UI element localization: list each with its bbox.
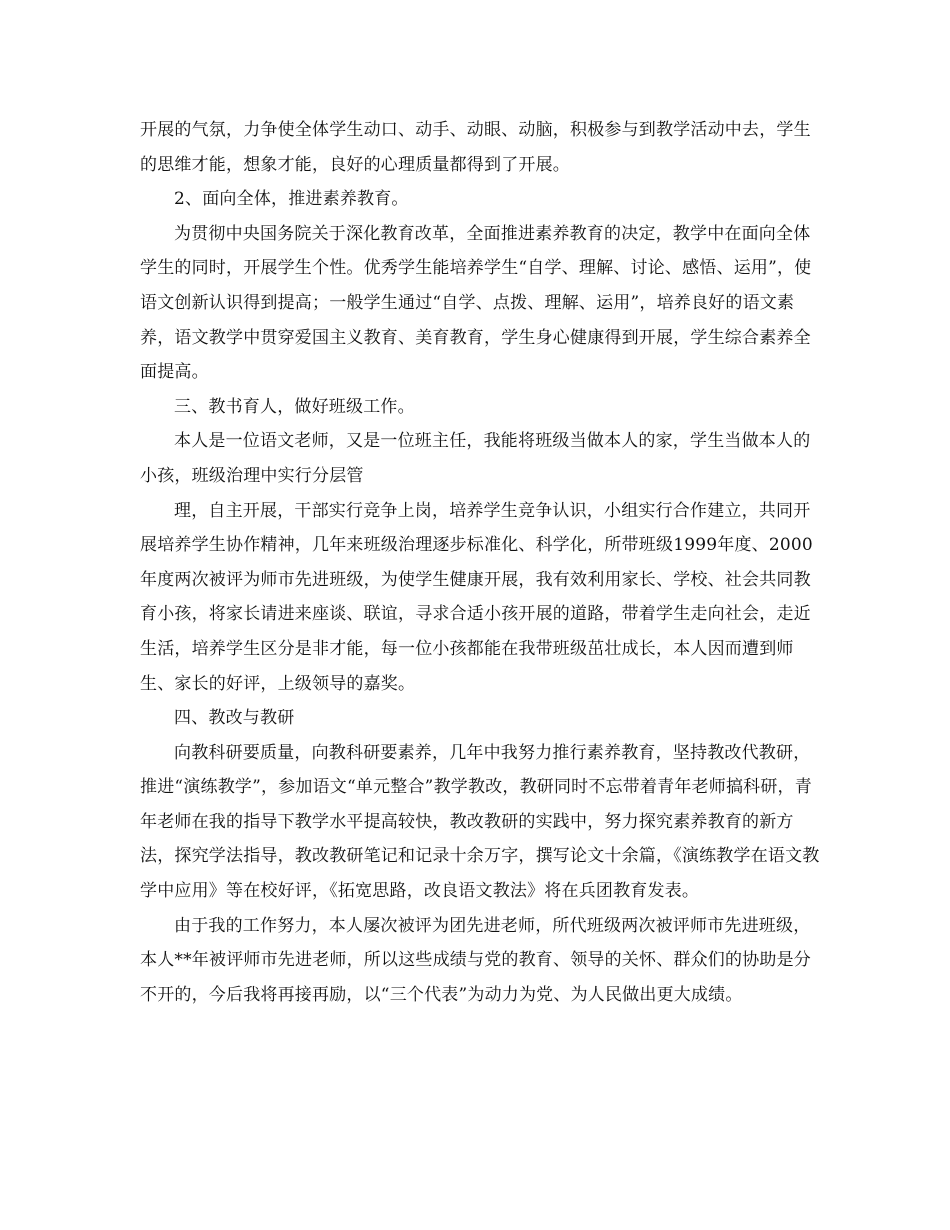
paragraph-4: 三、教书育人，做好班级工作。 (174, 396, 415, 417)
paragraph-6: 理，自主开展，干部实行竞争上岗，培养学生竞争认识，小组实行合作建立，共同开展培养学生协作精神，几年来班级治理逐步标准化、科学化，所带班级1999年度、2000年度两次被评为师市先进班级，为使学生健康开展，我有效利用家长、学校、社会共同教育小孩，将家长请进来座谈、联谊，寻求合适小孩开展的道路，带着学生走向社会，走近生活，培养学生区分是非才能，每一位小孩都能在我带班级茁壮成长，本人因而遭到师生、家长的好评，上级领导的嘉奖。 (140, 500, 813, 694)
paragraph-7: 四、教改与教研 (174, 708, 295, 729)
paragraph-5: 本人是一位语文老师，又是一位班主任，我能将班级当做本人的家，学生当做本人的小孩，班级治理中实行分层管 (140, 431, 811, 486)
paragraph-2: 2、面向全体，推进素养教育。 (174, 189, 409, 210)
paragraph-1: 开展的气氛，力争使全体学生动口、动手、动眼、动脑，积极参与到教学活动中去，学生的思维才能，想象才能，良好的心理质量都得到了开展。 (140, 120, 811, 175)
paragraph-3: 为贯彻中央国务院关于深化教育改革，全面推进素养教育的决定，教学中在面向全体学生的同时，开展学生个性。优秀学生能培养学生“自学、理解、讨论、感悟、运用”，使语文创新认识得到提高；一般学生通过“自学、点拨、理解、运用”，培养良好的语文素养，语文教学中贯穿爱国主义教育、美育教育，学生身心健康得到开展，学生综合素养全面提高。 (140, 223, 812, 383)
paragraph-8: 向教科研要质量，向教科研要素养，几年中我努力推行素养教育，坚持教改代教研，推进“演练教学”，参加语文“单元整合”教学教改，教研同时不忘带着青年老师搞科研，青年老师在我的指导下教学水平提高较快，教改教研的实践中，努力探究素养教育的新方法，探究学法指导，教改教研笔记和记录十余万字，撰写论文十余篇，《演练教学在语文教学中应用》等在校好评，《拓宽思路，改良语文教法》将在兵团教育发表。 (140, 742, 820, 902)
paragraph-9: 由于我的工作努力，本人屡次被评为团先进老师，所代班级两次被评师市先进班级，本人**年被评师市先进老师，所以这些成绩与党的教育、领导的关怀、群众们的协助是分不开的，今后我将再接再励，以“三个代表”为动力为党、为人民做出更大成绩。 (140, 915, 811, 1005)
document-body (140, 113, 820, 1012)
